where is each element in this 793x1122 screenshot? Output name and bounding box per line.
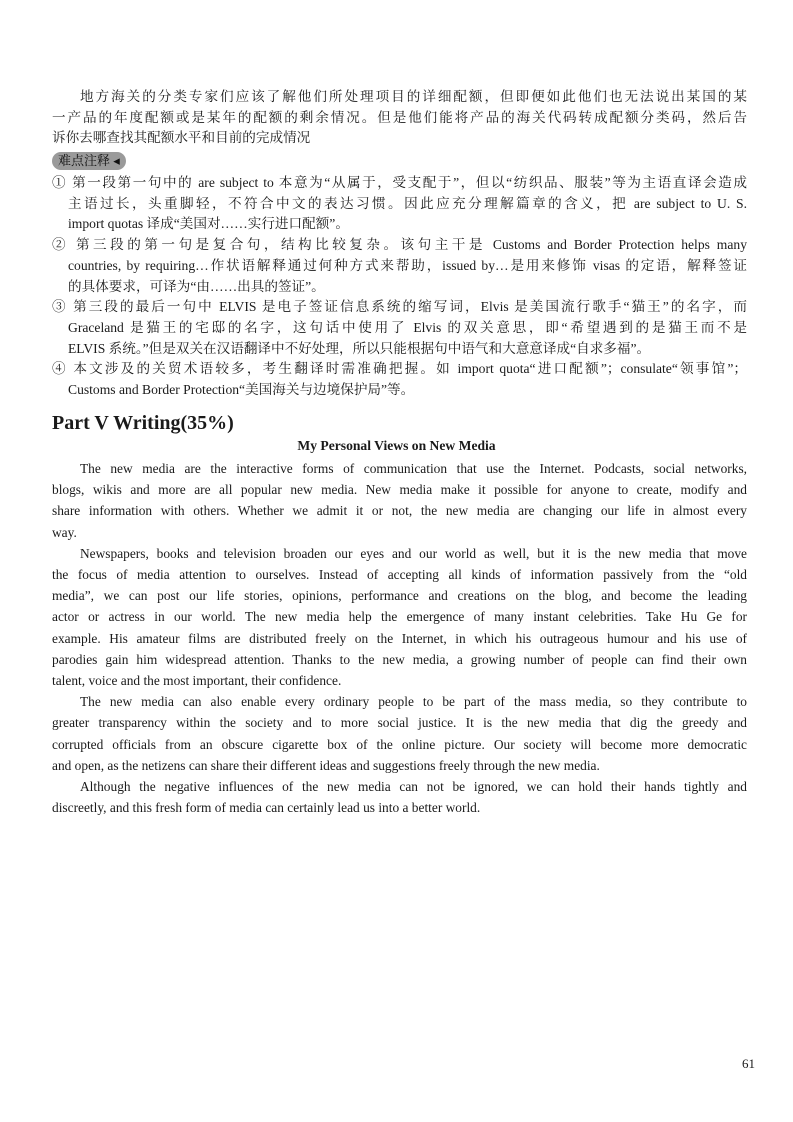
notes-tag: 难点注释 ◂ xyxy=(52,152,126,170)
intro-line: 诉你去哪查找其配额水平和目前的完成情况 xyxy=(52,130,311,146)
essay-line: Newspapers, books and television broaden our eyes and our world as well, but it is the new media that move xyxy=(80,545,747,561)
essay-title: My Personal Views on New Media xyxy=(297,438,496,453)
essay-line: way. xyxy=(52,524,77,540)
note-line: ③ 第三段的最后一句中 ELVIS 是电子签证信息系统的缩写词，Elvis 是美国流行歌手“猫王”的名字，而 xyxy=(52,299,747,315)
essay-line: parodies gain him widespread attention. Thanks to the new media, a growing number of people can find their own xyxy=(52,651,747,667)
page-number: 61 xyxy=(742,1056,755,1071)
essay-line: and open, as the netizens can share their different ideas and suggestions freely through the new media. xyxy=(52,757,600,773)
essay-line: greater transparency within the society and to more social justice. It is the new media that dig the greedy and xyxy=(52,715,747,731)
essay-line: The new media are the interactive forms of communication that use the Internet. Podcasts, social networks, xyxy=(80,461,747,476)
note-line: Graceland 是猫王的宅邸的名字，这句话中使用了 Elvis 的双关意思，即“希望遇到的是猫王而不是 xyxy=(68,319,747,335)
essay-line: example. His amateur films are distributed freely on the Internet, in which his outrageous humour and his use of xyxy=(52,630,747,646)
note-line: countries, by requiring…作状语解释通过何种方式来帮助，issued by…是用来修饰 visas 的定语，解释签证 xyxy=(68,257,747,273)
note-line: ② 第三段的第一句是复合句，结构比较复杂。该句主干是 Customs and Border Protection helps many xyxy=(52,237,747,253)
essay-line: media”, we can post our life stories, opinions, performance and creations on the blog, and become the leading xyxy=(52,588,747,604)
intro-line: 一产品的年度配额或是某年的配额的剩余情况。但是他们能将产品的海关代码转成配额分类码，然后告 xyxy=(52,109,747,125)
note-line: ELVIS 系统。”但是双关在汉语翻译中不好处理，所以只能根据句中语气和大意意译成“自求多福”。 xyxy=(68,340,651,356)
note-line: ④ 本文涉及的关贸术语较多，考生翻译时需准确把握。如 import quota“进口配额”；consulate“领事馆”； xyxy=(52,361,747,377)
note-line: 的具体要求，可译为“由……出具的签证”。 xyxy=(68,278,325,294)
essay-line: The new media can also enable every ordinary people to be part of the mass media, so they contribute to xyxy=(80,694,747,710)
essay-line: share information with others. Whether we admit it or not, the new media are changing our life in almost every xyxy=(52,503,747,519)
note-line: 主语过长，头重脚轻，不符合中文的表达习惯。因此应充分理解篇章的含义，把 are subject to U. S. xyxy=(68,195,747,211)
note-line: import quotas 译成“美国对……实行进口配额”。 xyxy=(68,216,349,232)
note-line: Customs and Border Protection“美国海关与边境保护局”等。 xyxy=(68,382,415,398)
note-line: ① 第一段第一句中的 are subject to 本意为“从属于，受支配于”，但以“纺织品、服装”等为主语直译会造成 xyxy=(52,175,747,190)
essay-body xyxy=(52,458,747,818)
intro-line: 地方海关的分类专家们应该了解他们所处理项目的详细配额，但即便如此他们也无法说出某国的某 xyxy=(80,89,747,104)
intro-paragraph xyxy=(52,87,747,149)
essay-line: talent, voice and the most important, their confidence. xyxy=(52,673,342,689)
essay-line: discreetly, and this fresh form of media can certainly lead us into a better world. xyxy=(52,800,481,816)
essay-line: Although the negative influences of the new media can not be ignored, we can hold their hands tightly and xyxy=(80,779,747,795)
part-heading: Part V Writing(35%) xyxy=(52,412,234,434)
notes-list xyxy=(52,173,747,401)
essay-line: blogs, wikis and more are all popular new media. New media make it possible for anyone to create, modify and xyxy=(52,482,747,498)
essay-line: corrupted officials from an obscure cigarette box of the online picture. Our society will become more democratic xyxy=(52,736,747,752)
essay-line: actor or actress in our world. The new media help the emergence of many instant celebrities. Take Hu Ge for xyxy=(52,609,747,625)
essay-line: the focus of media attention to ourselves. Instead of accepting all kinds of information passively from the “old xyxy=(52,567,747,583)
